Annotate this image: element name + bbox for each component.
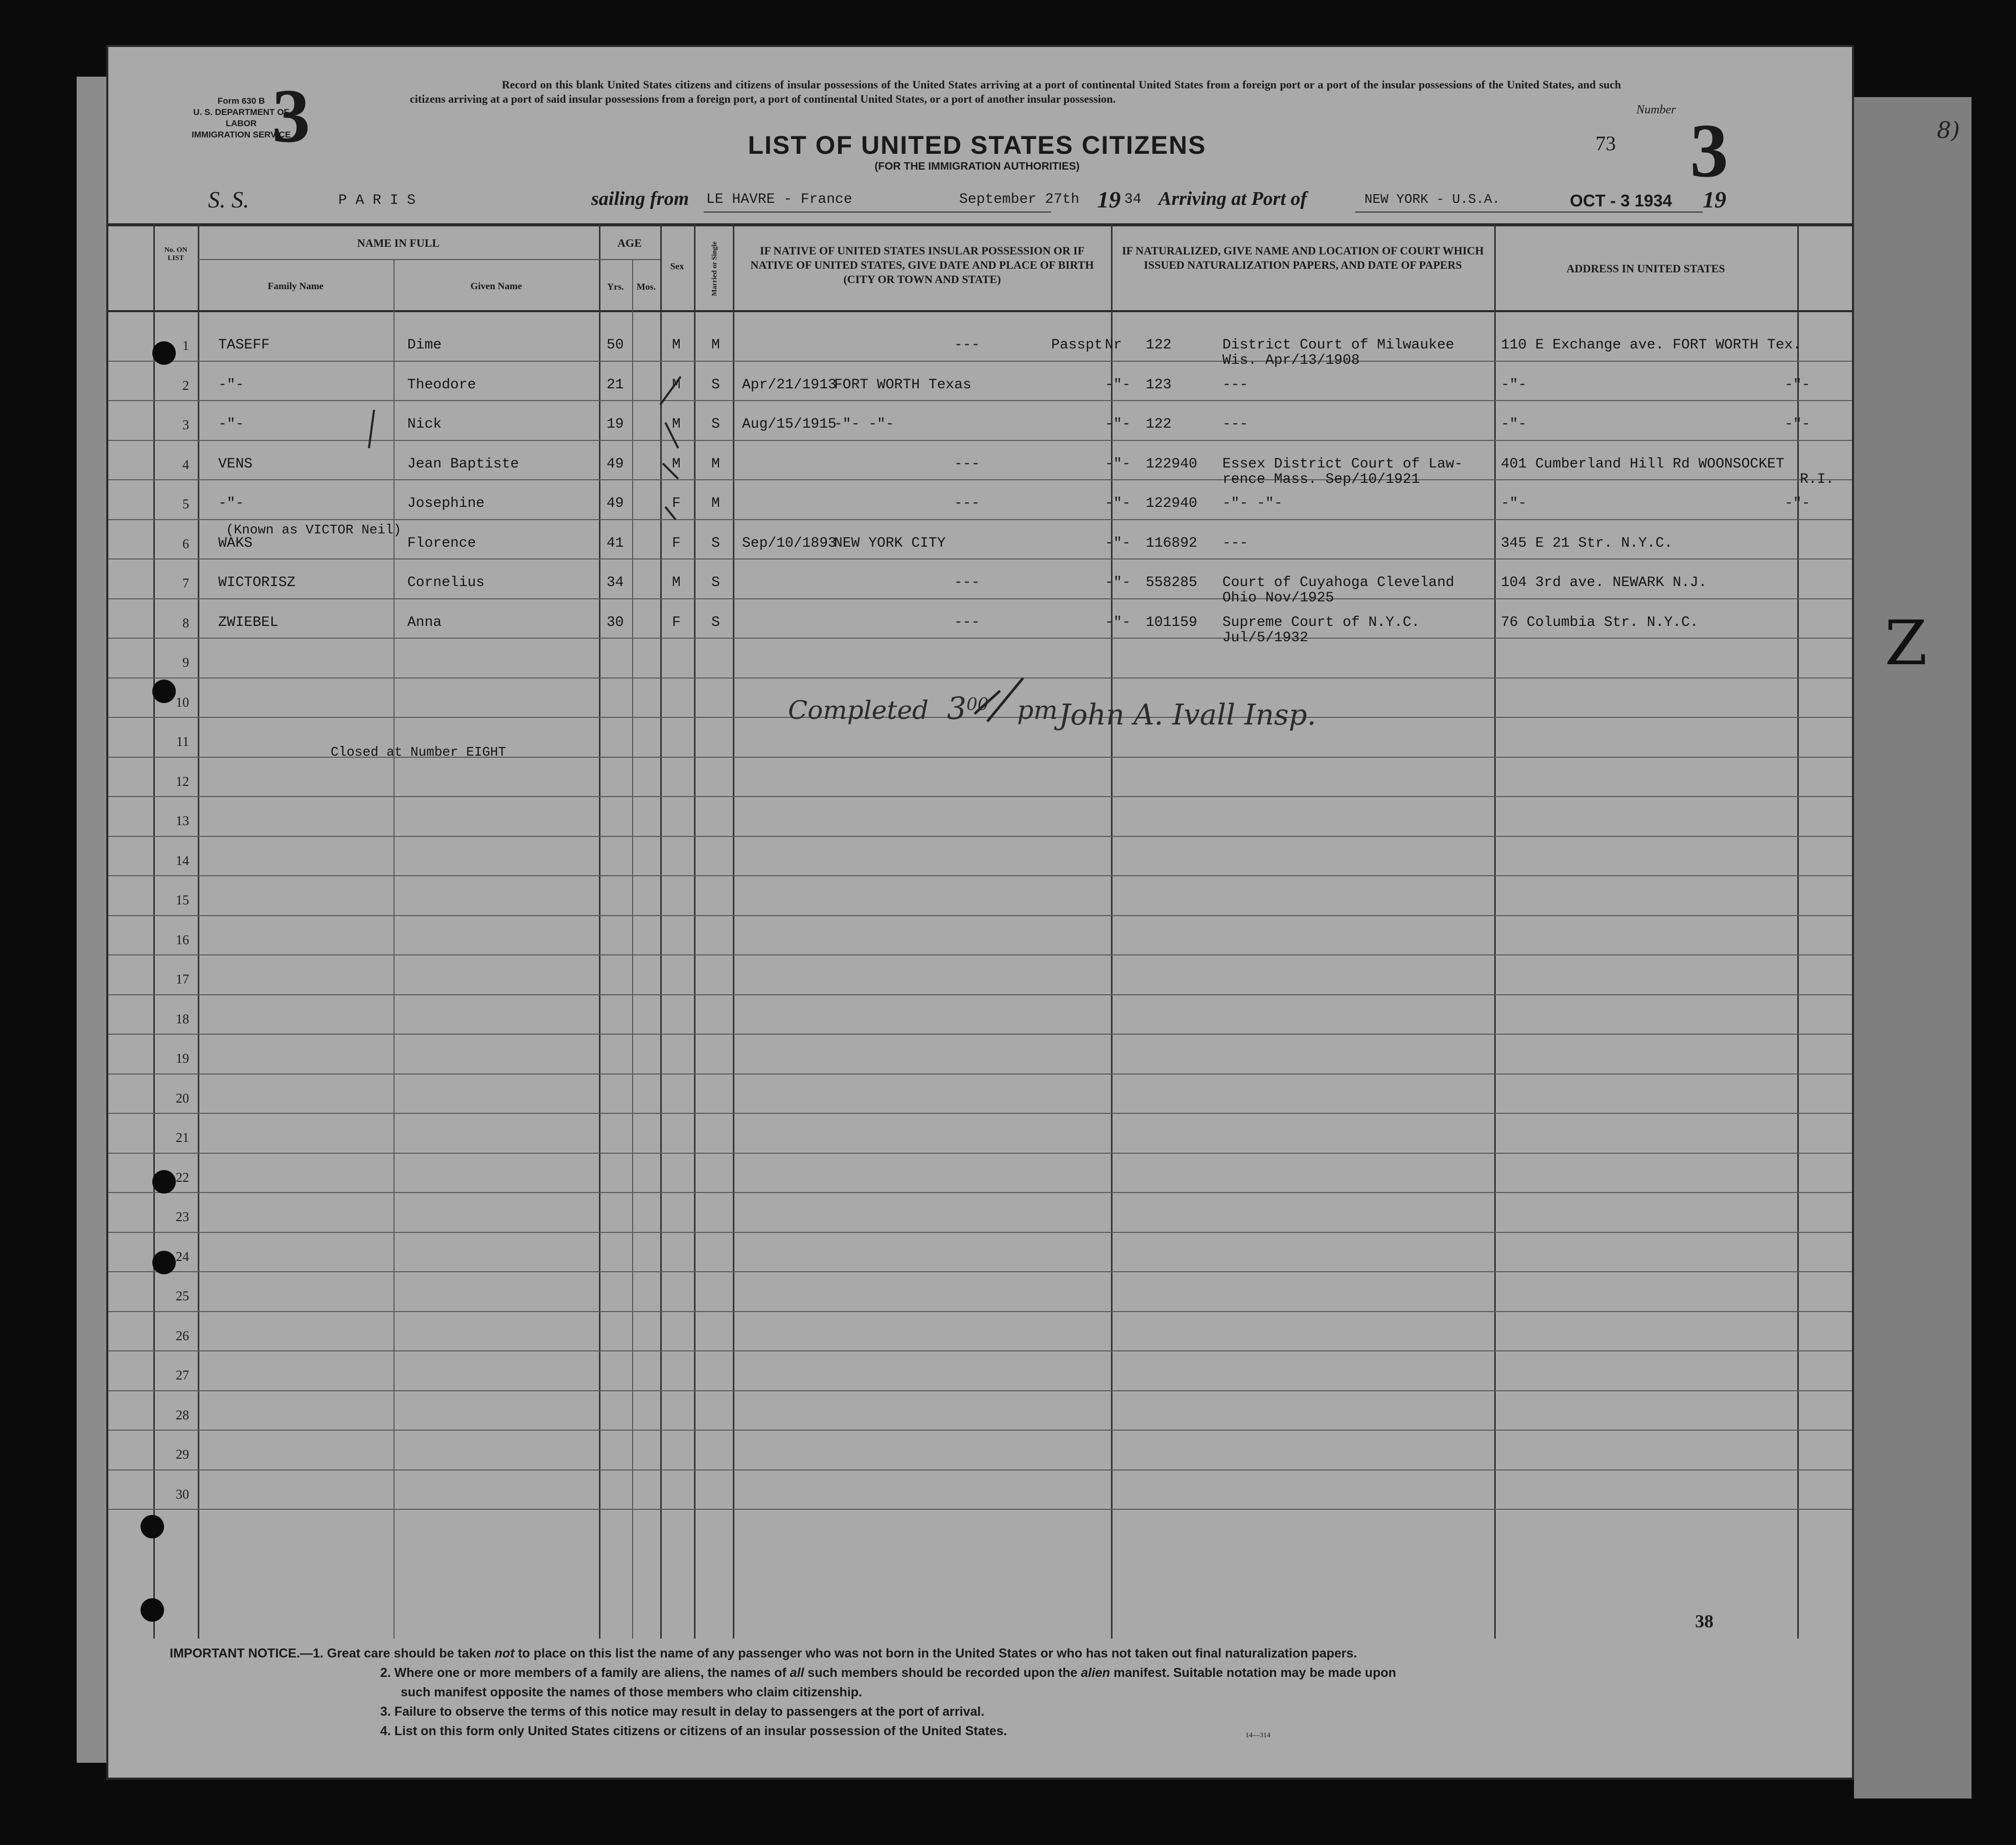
marital-status: S [711, 535, 720, 551]
row-number: 15 [176, 893, 189, 907]
naturalization-number: 123 [1146, 377, 1172, 393]
given-name: Dime [407, 337, 442, 353]
naturalization-number: 122 [1146, 416, 1172, 432]
family-name: WAKS [218, 535, 253, 551]
pen-stroke [369, 410, 374, 448]
row-rule [108, 915, 1852, 916]
notice-emphasis: alien [1081, 1666, 1110, 1680]
address-line-2: -"- [1785, 496, 1811, 511]
age-years: 34 [607, 575, 624, 591]
address-line-2: R.I. [1800, 471, 1835, 487]
form-big-number: 3 [272, 74, 310, 158]
court: --- [1222, 377, 1248, 393]
punch-hole [152, 1170, 176, 1194]
hdr-age: AGE [617, 237, 642, 249]
important-notice [170, 1644, 1825, 1741]
court-line-2: rence Mass. Sep/10/1921 [1222, 471, 1420, 487]
naturalization-number: 122 [1146, 337, 1172, 353]
marital-status: M [711, 337, 720, 353]
row-number: 18 [176, 1011, 189, 1026]
marital-status: S [711, 614, 720, 630]
sailing-label: sailing from [591, 188, 689, 209]
row-rule [108, 1232, 1852, 1233]
row-number: 7 [182, 576, 189, 591]
punch-hole [152, 680, 176, 703]
hdr-mos: Mos. [636, 282, 656, 292]
ship-name: P A R I S [338, 193, 416, 208]
notice-item-4: 4. List on this form only United States citizens or citizens of an insular possession of the United States. [380, 1724, 1007, 1738]
year-suffix: 34 [1124, 192, 1142, 207]
naturalization-ditto: -"- [1105, 456, 1131, 472]
court: Essex District Court of Law- [1222, 456, 1463, 472]
row-number: 27 [176, 1368, 189, 1383]
court: --- [1222, 416, 1248, 432]
row-rule [108, 1153, 1852, 1154]
underlying-sheet-right [1854, 97, 1972, 1799]
court: --- [1222, 535, 1248, 551]
arrival-date-stamp: OCT - 3 1934 [1570, 191, 1672, 210]
notice-emphasis: all [790, 1666, 804, 1680]
row-rule [108, 1271, 1852, 1272]
court: Court of Cuyahoga Cleveland [1222, 575, 1454, 591]
row-number: 20 [176, 1090, 189, 1106]
birth-date: Sep/10/1893 [742, 535, 837, 551]
sex: M [672, 575, 681, 591]
address: 345 E 21 Str. N.Y.C. [1501, 535, 1673, 551]
row-number: 26 [176, 1328, 189, 1343]
given-name: Nick [407, 416, 442, 432]
family-name: TASEFF [218, 337, 270, 353]
court-line-2: Wis. Apr/13/1908 [1222, 353, 1360, 368]
row-rule [108, 1192, 1852, 1193]
age-years: 49 [607, 496, 624, 511]
given-name: Anna [407, 614, 442, 630]
print-code: 14—314 [1245, 1732, 1270, 1739]
age-years: 19 [607, 416, 624, 432]
corner-mark: 8) [1937, 118, 1960, 144]
age-years: 41 [607, 535, 624, 551]
row-number: 22 [176, 1170, 189, 1185]
naturalization-ditto: -"- [1105, 416, 1131, 432]
completed-hour: 3 [946, 691, 967, 727]
court-line-2: Jul/5/1932 [1222, 629, 1309, 646]
form-id: Form 630 B [217, 96, 265, 106]
hdr-no-on-list: No. ON LIST [164, 246, 188, 262]
ss-label: S. S. [208, 186, 249, 213]
age-years: 50 [607, 337, 624, 353]
row-number: 16 [176, 932, 189, 947]
marital-status: M [711, 496, 720, 511]
pen-stroke [987, 678, 1023, 721]
birth-date: Apr/21/1913 [742, 377, 837, 393]
address: 76 Columbia Str. N.Y.C. [1501, 614, 1699, 630]
punch-hole [141, 1515, 164, 1538]
family-name: -"- [218, 377, 244, 393]
court: Supreme Court of N.Y.C. [1222, 614, 1420, 630]
completed-minutes: 00 [966, 694, 989, 715]
hdr-sex: Sex [670, 261, 684, 271]
port-of-departure: LE HAVRE - France [706, 192, 852, 207]
row-number: 6 [182, 536, 189, 551]
court: -"- -"- [1222, 496, 1283, 511]
address: -"- [1501, 416, 1527, 432]
naturalization-ditto: -"- [1105, 377, 1131, 393]
tick-mark [665, 423, 678, 448]
row-rule [108, 954, 1852, 955]
family-name: -"- [218, 416, 244, 432]
row-rule [108, 1073, 1852, 1075]
row-rule [108, 1469, 1852, 1470]
age-years: 49 [607, 456, 624, 472]
sex: M [672, 377, 681, 393]
naturalization-number: 101159 [1146, 614, 1197, 630]
notice-text: to place on this list the name of any passenger who was not born in the United States or who has not taken out final naturalization papers. [514, 1646, 1357, 1661]
sex: F [672, 614, 681, 630]
birth-place: -"- -"- [834, 416, 894, 432]
known-as-note: (Known as VICTOR Neil) [226, 522, 402, 538]
row-number: 3 [182, 417, 189, 432]
manifest-sheet [106, 45, 1854, 1780]
given-name: Theodore [407, 377, 476, 393]
family-name: VENS [218, 456, 253, 472]
naturalization-number: 122940 [1146, 456, 1197, 472]
row-number: 2 [182, 378, 189, 393]
list-title: LIST OF UNITED STATES CITIZENS [748, 131, 1207, 159]
marital-status: M [711, 456, 720, 472]
notice-text: manifest. Suitable notation may be made upon [1110, 1666, 1397, 1680]
page-number: 73 [1595, 132, 1616, 155]
number-value: 3 [1690, 108, 1728, 193]
court-line-2: Ohio Nov/1925 [1222, 590, 1334, 606]
family-name: WICTORISZ [218, 575, 296, 591]
hdr-native: IF NATIVE OF UNITED STATES INSULAR POSSESSION OR IF NATIVE OF UNITED STATES, GIVE DATE AND PLACE OF BIRTH (CITY OR TOWN AND STATE) [750, 244, 1094, 286]
family-name: -"- [218, 496, 244, 511]
marital-status: S [711, 416, 720, 432]
port-of-arrival: NEW YORK - U.S.A. [1364, 192, 1500, 207]
completed-pm: pm [1017, 695, 1058, 725]
sex: M [672, 456, 681, 472]
birth-place: --- [954, 456, 980, 472]
birth-place: --- [954, 614, 980, 630]
hdr-naturalized: IF NATURALIZED, GIVE NAME AND LOCATION OF COURT WHICH ISSUED NATURALIZATION PAPERS, AND DATE OF PAPERS [1122, 244, 1484, 271]
row-rule [108, 1350, 1852, 1351]
address: -"- [1501, 377, 1527, 393]
row-number: 4 [182, 457, 189, 472]
sheet-edge-mark: Z [1885, 608, 1928, 679]
family-name: ZWIEBEL [218, 614, 279, 630]
service-label: IMMIGRATION SERVICE [192, 130, 291, 139]
notice-emphasis: not [494, 1646, 515, 1661]
number-label: Number [1636, 103, 1676, 116]
given-name: Jean Baptiste [407, 456, 519, 472]
address-line-2: -"- [1785, 377, 1811, 393]
closed-note: Closed at Number EIGHT [331, 744, 506, 760]
birth-place: --- [954, 575, 980, 591]
naturalization-prefix: Passpt [1051, 337, 1103, 353]
age-years: 30 [607, 614, 624, 630]
row-rule [108, 1311, 1852, 1312]
address: 110 E Exchange ave. FORT WORTH Tex. [1501, 337, 1802, 353]
row-rule [108, 994, 1852, 995]
row-number: 19 [176, 1051, 189, 1066]
age-years: 21 [607, 377, 624, 393]
row-number: 17 [176, 972, 189, 987]
marital-status: S [711, 575, 720, 591]
hdr-given-name: Given Name [470, 281, 522, 292]
year-prefix: 19 [1097, 186, 1121, 213]
notice-label: IMPORTANT NOTICE. [170, 1646, 300, 1661]
row-number: 1 [182, 338, 189, 353]
naturalization-ditto: -"- [1105, 496, 1131, 511]
row-number: 30 [176, 1486, 189, 1502]
row-number: 25 [176, 1289, 189, 1303]
arriving-label: Arriving at Port of [1158, 188, 1307, 209]
tick-mark [663, 463, 678, 479]
address: 401 Cumberland Hill Rd WOONSOCKET [1501, 456, 1785, 472]
naturalization-ditto: -"- [1105, 575, 1131, 591]
notice-text: 2. Where one or more members of a family are aliens, the names of [380, 1666, 790, 1680]
sex: M [672, 416, 681, 432]
hdr-name-in-full: NAME IN FULL [357, 237, 440, 249]
tick-mark [660, 377, 681, 405]
sex: F [672, 496, 681, 511]
hdr-address: ADDRESS IN UNITED STATES [1566, 262, 1725, 275]
given-name: Florence [407, 535, 476, 551]
passenger-table [108, 223, 1852, 1639]
address: -"- [1501, 496, 1527, 511]
punch-hole [141, 1598, 164, 1622]
hdr-yrs: Yrs. [607, 282, 624, 292]
sex: M [672, 337, 681, 353]
row-number: 8 [182, 615, 189, 630]
completed-word: Completed [788, 695, 929, 725]
sailing-date: September 27th [959, 192, 1080, 207]
birth-place: --- [954, 496, 980, 511]
hdr-married-single: Married or Single [711, 241, 719, 296]
sex: F [672, 535, 681, 551]
naturalization-number: 558285 [1146, 575, 1197, 591]
marital-status: S [711, 377, 720, 393]
naturalization-number: 116892 [1146, 535, 1197, 551]
voyage-underline-1 [704, 212, 1051, 213]
row-number: 29 [176, 1447, 189, 1462]
pen-marks [108, 223, 1852, 888]
hdr-family-name: Family Name [267, 281, 324, 292]
row-number: 10 [176, 694, 189, 710]
notice-item-2-cont: such manifest opposite the names of those members who claim citizenship. [401, 1685, 862, 1699]
row-rule [108, 1390, 1852, 1391]
birth-date: Aug/15/1915 [742, 416, 837, 432]
naturalization-ditto: -"- [1105, 614, 1131, 630]
row-number: 9 [182, 655, 189, 670]
naturalization-ditto: Nr [1105, 337, 1122, 353]
birth-place: FORT WORTH Texas [834, 377, 971, 393]
given-name: Cornelius [407, 575, 485, 591]
row-rule [108, 1034, 1852, 1035]
court: District Court of Milwaukee [1222, 337, 1454, 353]
naturalization-number: 122940 [1146, 496, 1197, 511]
address: 104 3rd ave. NEWARK N.J. [1501, 575, 1707, 591]
notice-item-2 [170, 1663, 1825, 1683]
row-number: 28 [176, 1407, 189, 1422]
row-number: 23 [176, 1209, 189, 1224]
row-rule [108, 1430, 1852, 1431]
row-rule [108, 1509, 1852, 1510]
row-number: 13 [176, 813, 189, 828]
notice-text: —1. Great care should be taken [300, 1646, 495, 1661]
voyage-underline-2 [1355, 212, 1703, 213]
page-stamp: 38 [1695, 1611, 1713, 1631]
notice-item-1 [170, 1644, 1825, 1663]
naturalization-ditto: -"- [1105, 535, 1131, 551]
dept-label: U. S. DEPARTMENT OF LABOR [193, 107, 289, 128]
birth-place: NEW YORK CITY [834, 535, 946, 551]
birth-place: --- [954, 337, 980, 353]
punch-hole [152, 1251, 176, 1274]
row-number: 14 [176, 853, 189, 868]
record-notice: Record on this blank United States citizens and citizens of insular possessions of the United States arriving at a port of continental United States from a foreign port or a port of the insular possessions of the United States, and such citizens arriving at a port of said insular possessions from a foreign port, a port of continental United States, or a port of another insular possession. [410, 78, 1621, 105]
notice-text: such members should be recorded upon the [804, 1666, 1081, 1680]
list-subtitle: (FOR THE IMMIGRATION AUTHORITIES) [874, 160, 1080, 172]
given-name: Josephine [407, 496, 485, 511]
address-line-2: -"- [1785, 416, 1811, 432]
row-number: 21 [176, 1130, 189, 1145]
inspector-signature: John A. Ivall Insp. [1059, 698, 1316, 732]
row-number: 5 [182, 497, 189, 511]
year2-prefix: 19 [1703, 186, 1726, 213]
tick-mark [665, 507, 676, 520]
row-number: 11 [176, 734, 189, 749]
punch-hole [152, 341, 176, 365]
row-rule [108, 1113, 1852, 1114]
notice-item-3: 3. Failure to observe the terms of this notice may result in delay to passengers at the port of arrival. [380, 1704, 985, 1719]
row-number: 24 [176, 1249, 189, 1264]
row-number: 12 [176, 774, 189, 789]
